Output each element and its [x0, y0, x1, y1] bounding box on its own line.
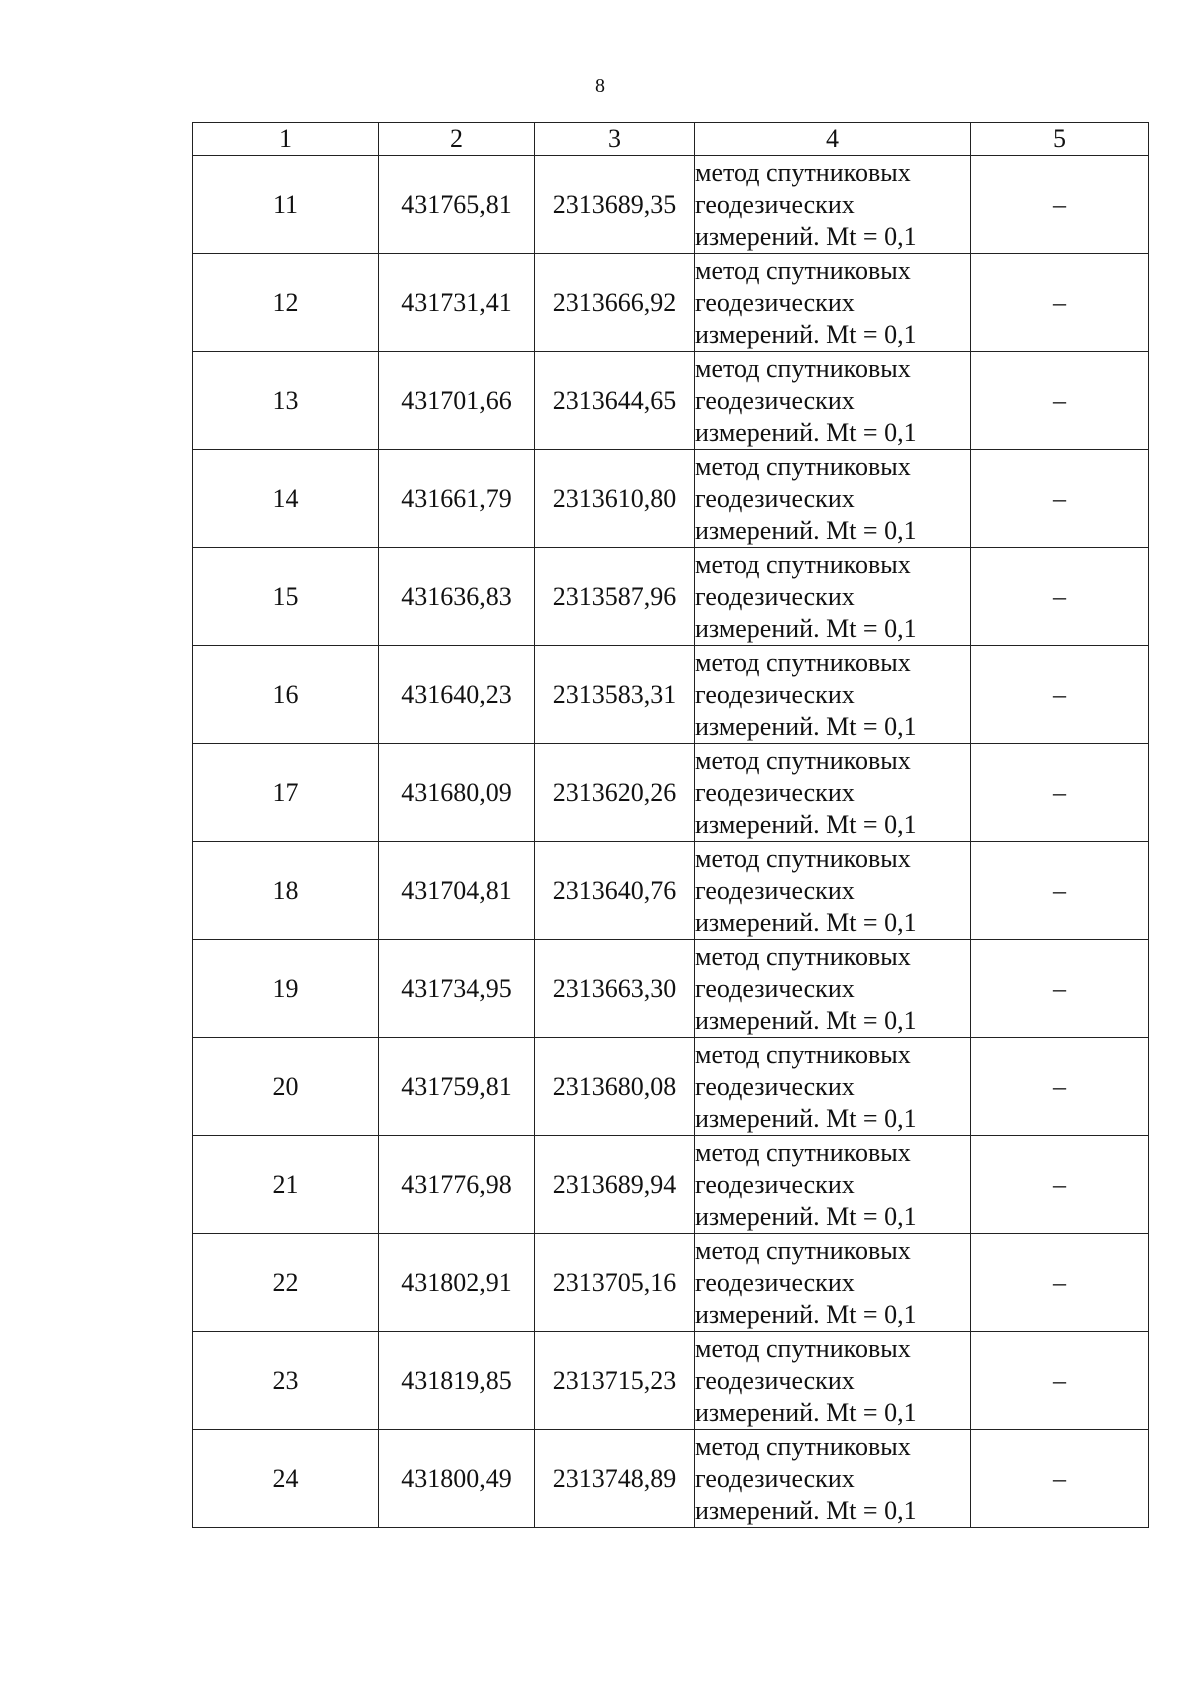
point-number-cell: 21 — [193, 1136, 379, 1234]
y-coordinate-cell: 2313644,65 — [535, 352, 695, 450]
note-cell: – — [971, 1234, 1149, 1332]
point-number-cell: 16 — [193, 646, 379, 744]
method-line: геодезических — [695, 1463, 855, 1493]
y-coordinate-cell: 2313689,35 — [535, 156, 695, 254]
method-line: геодезических — [695, 287, 855, 317]
method-cell — [695, 1136, 971, 1234]
method-line: геодезических — [695, 189, 855, 219]
method-line: измерений. Mt = 0,1 — [695, 1103, 917, 1133]
table-row — [193, 156, 1149, 254]
y-coordinate-cell: 2313620,26 — [535, 744, 695, 842]
y-coordinate-cell: 2313705,16 — [535, 1234, 695, 1332]
coordinates-table — [192, 122, 1149, 1528]
method-line: геодезических — [695, 973, 855, 1003]
point-number-cell: 24 — [193, 1430, 379, 1528]
table-row — [193, 548, 1149, 646]
point-number-cell: 22 — [193, 1234, 379, 1332]
column-header: 5 — [971, 123, 1149, 156]
point-number-cell: 12 — [193, 254, 379, 352]
method-cell — [695, 548, 971, 646]
table-row — [193, 1332, 1149, 1430]
table-row — [193, 646, 1149, 744]
method-line: метод спутниковых — [695, 745, 911, 775]
method-cell — [695, 156, 971, 254]
point-number-cell: 18 — [193, 842, 379, 940]
point-number-cell: 15 — [193, 548, 379, 646]
method-line: геодезических — [695, 1071, 855, 1101]
y-coordinate-cell: 2313663,30 — [535, 940, 695, 1038]
method-line: измерений. Mt = 0,1 — [695, 613, 917, 643]
method-line: измерений. Mt = 0,1 — [695, 1299, 917, 1329]
point-number-cell: 20 — [193, 1038, 379, 1136]
table-row — [193, 1234, 1149, 1332]
table-row — [193, 1430, 1149, 1528]
method-line: метод спутниковых — [695, 353, 911, 383]
x-coordinate-cell: 431734,95 — [379, 940, 535, 1038]
x-coordinate-cell: 431819,85 — [379, 1332, 535, 1430]
method-line: измерений. Mt = 0,1 — [695, 319, 917, 349]
point-number-cell: 11 — [193, 156, 379, 254]
point-number-cell: 23 — [193, 1332, 379, 1430]
method-line: геодезических — [695, 581, 855, 611]
table-header-row — [193, 123, 1149, 156]
table-row — [193, 254, 1149, 352]
method-line: геодезических — [695, 385, 855, 415]
method-line: измерений. Mt = 0,1 — [695, 1005, 917, 1035]
y-coordinate-cell: 2313583,31 — [535, 646, 695, 744]
x-coordinate-cell: 431636,83 — [379, 548, 535, 646]
method-line: измерений. Mt = 0,1 — [695, 417, 917, 447]
y-coordinate-cell: 2313680,08 — [535, 1038, 695, 1136]
table-row — [193, 352, 1149, 450]
method-line: измерений. Mt = 0,1 — [695, 711, 917, 741]
method-cell — [695, 1234, 971, 1332]
method-line: метод спутниковых — [695, 1137, 911, 1167]
page-number: 8 — [595, 75, 605, 97]
x-coordinate-cell: 431661,79 — [379, 450, 535, 548]
method-line: измерений. Mt = 0,1 — [695, 1397, 917, 1427]
point-number-cell: 19 — [193, 940, 379, 1038]
x-coordinate-cell: 431802,91 — [379, 1234, 535, 1332]
method-line: метод спутниковых — [695, 1431, 911, 1461]
y-coordinate-cell: 2313689,94 — [535, 1136, 695, 1234]
note-cell: – — [971, 156, 1149, 254]
x-coordinate-cell: 431680,09 — [379, 744, 535, 842]
x-coordinate-cell: 431640,23 — [379, 646, 535, 744]
note-cell: – — [971, 1136, 1149, 1234]
method-cell — [695, 744, 971, 842]
method-line: метод спутниковых — [695, 941, 911, 971]
method-line: метод спутниковых — [695, 647, 911, 677]
x-coordinate-cell: 431731,41 — [379, 254, 535, 352]
note-cell: – — [971, 450, 1149, 548]
method-line: метод спутниковых — [695, 157, 911, 187]
table-row — [193, 744, 1149, 842]
note-cell: – — [971, 548, 1149, 646]
method-line: геодезических — [695, 1267, 855, 1297]
method-cell — [695, 450, 971, 548]
method-line: геодезических — [695, 679, 855, 709]
method-cell — [695, 1430, 971, 1528]
note-cell: – — [971, 1038, 1149, 1136]
note-cell: – — [971, 1430, 1149, 1528]
method-line: измерений. Mt = 0,1 — [695, 515, 917, 545]
method-line: геодезических — [695, 1365, 855, 1395]
table-body — [193, 156, 1149, 1528]
y-coordinate-cell: 2313587,96 — [535, 548, 695, 646]
x-coordinate-cell: 431776,98 — [379, 1136, 535, 1234]
note-cell: – — [971, 842, 1149, 940]
method-cell — [695, 1332, 971, 1430]
method-line: геодезических — [695, 875, 855, 905]
y-coordinate-cell: 2313748,89 — [535, 1430, 695, 1528]
method-cell — [695, 646, 971, 744]
note-cell: – — [971, 646, 1149, 744]
point-number-cell: 14 — [193, 450, 379, 548]
column-header: 4 — [695, 123, 971, 156]
y-coordinate-cell: 2313666,92 — [535, 254, 695, 352]
x-coordinate-cell: 431759,81 — [379, 1038, 535, 1136]
method-cell — [695, 254, 971, 352]
column-header: 2 — [379, 123, 535, 156]
method-line: метод спутниковых — [695, 1039, 911, 1069]
method-line: измерений. Mt = 0,1 — [695, 809, 917, 839]
method-line: геодезических — [695, 483, 855, 513]
y-coordinate-cell: 2313715,23 — [535, 1332, 695, 1430]
column-header: 3 — [535, 123, 695, 156]
method-line: геодезических — [695, 1169, 855, 1199]
method-line: метод спутниковых — [695, 549, 911, 579]
table-row — [193, 1038, 1149, 1136]
method-cell — [695, 352, 971, 450]
method-line: метод спутниковых — [695, 1235, 911, 1265]
table-row — [193, 1136, 1149, 1234]
point-number-cell: 13 — [193, 352, 379, 450]
note-cell: – — [971, 254, 1149, 352]
x-coordinate-cell: 431704,81 — [379, 842, 535, 940]
method-line: метод спутниковых — [695, 843, 911, 873]
table-row — [193, 450, 1149, 548]
method-cell — [695, 940, 971, 1038]
method-cell — [695, 1038, 971, 1136]
note-cell: – — [971, 744, 1149, 842]
note-cell: – — [971, 352, 1149, 450]
table-row — [193, 842, 1149, 940]
y-coordinate-cell: 2313640,76 — [535, 842, 695, 940]
method-line: измерений. Mt = 0,1 — [695, 907, 917, 937]
note-cell: – — [971, 940, 1149, 1038]
x-coordinate-cell: 431765,81 — [379, 156, 535, 254]
x-coordinate-cell: 431800,49 — [379, 1430, 535, 1528]
method-line: геодезических — [695, 777, 855, 807]
x-coordinate-cell: 431701,66 — [379, 352, 535, 450]
method-line: метод спутниковых — [695, 255, 911, 285]
method-line: измерений. Mt = 0,1 — [695, 1201, 917, 1231]
method-line: метод спутниковых — [695, 451, 911, 481]
method-line: измерений. Mt = 0,1 — [695, 221, 917, 251]
method-line: метод спутниковых — [695, 1333, 911, 1363]
method-cell — [695, 842, 971, 940]
table-row — [193, 940, 1149, 1038]
column-header: 1 — [193, 123, 379, 156]
note-cell: – — [971, 1332, 1149, 1430]
y-coordinate-cell: 2313610,80 — [535, 450, 695, 548]
point-number-cell: 17 — [193, 744, 379, 842]
method-line: измерений. Mt = 0,1 — [695, 1495, 917, 1525]
